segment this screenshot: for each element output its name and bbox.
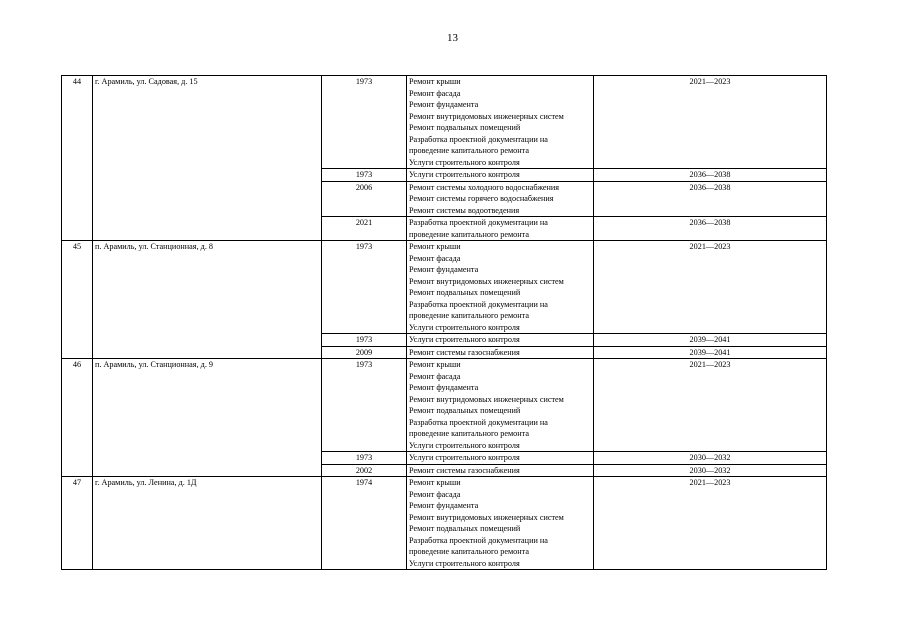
work-item: Ремонт фасада: [409, 371, 461, 381]
work-item: Услуги строительного контроля: [409, 558, 520, 568]
period-cell: 2036—2038: [594, 181, 827, 217]
work-item: Ремонт крыши: [409, 360, 461, 369]
work-item: Ремонт фасада: [409, 489, 461, 499]
year-cell: 1973: [322, 169, 407, 182]
works-cell: [407, 181, 594, 217]
work-item: Ремонт крыши: [409, 77, 461, 86]
repair-schedule-table: [61, 75, 827, 570]
work-item: Ремонт внутридомовых инженерных систем: [409, 111, 564, 121]
period-cell: 2036—2038: [594, 217, 827, 241]
work-item: проведение капитального ремонта: [409, 547, 529, 556]
work-item: Ремонт внутридомовых инженерных систем: [409, 394, 564, 404]
work-item: проведение капитального ремонта: [409, 429, 529, 438]
works-cell: [407, 464, 594, 477]
work-item: Ремонт внутридомовых инженерных систем: [409, 276, 564, 286]
work-item: Разработка проектной документации на: [409, 134, 548, 144]
year-cell: 1973: [322, 76, 407, 169]
year-cell: 1973: [322, 452, 407, 465]
table-row: [62, 76, 827, 169]
period-cell: 2030—2032: [594, 464, 827, 477]
period-cell: 2021—2023: [594, 359, 827, 452]
work-item: Разработка проектной документации на: [409, 417, 548, 427]
works-cell: [407, 334, 594, 347]
year-cell: 2002: [322, 464, 407, 477]
object-number-cell: 47: [62, 477, 93, 570]
period-cell: 2021—2023: [594, 477, 827, 570]
work-item: Ремонт системы газоснабжения: [409, 465, 520, 475]
works-cell: [407, 217, 594, 241]
work-item: Ремонт подвальных помещений: [409, 524, 521, 533]
period-cell: 2021—2023: [594, 76, 827, 169]
work-item: Ремонт фундамента: [409, 501, 479, 510]
year-cell: 1974: [322, 477, 407, 570]
table-row: [62, 477, 827, 570]
work-item: Ремонт подвальных помещений: [409, 288, 521, 297]
period-cell: 2039—2041: [594, 334, 827, 347]
works-cell: [407, 452, 594, 465]
table-row: [62, 241, 827, 334]
work-item: Разработка проектной документации на: [409, 218, 548, 227]
object-number-cell: 44: [62, 76, 93, 241]
period-cell: 2021—2023: [594, 241, 827, 334]
year-cell: 2009: [322, 346, 407, 359]
work-item: Ремонт фундамента: [409, 100, 479, 109]
work-item: Ремонт крыши: [409, 478, 461, 487]
address-cell: п. Арамиль, ул. Станционная, д. 8: [93, 241, 322, 359]
works-cell: [407, 477, 594, 570]
period-cell: 2039—2041: [594, 346, 827, 359]
work-item: Ремонт системы холодного водоснабжения: [409, 182, 560, 192]
work-item: Ремонт системы газоснабжения: [409, 347, 520, 357]
address-cell: г. Арамиль, ул. Садовая, д. 15: [93, 76, 322, 241]
works-cell: [407, 241, 594, 334]
year-cell: 1973: [322, 334, 407, 347]
schedule-body: [62, 76, 827, 570]
work-item: Услуги строительного контроля: [409, 440, 520, 450]
work-item: Услуги строительного контроля: [409, 170, 520, 179]
work-item: проведение капитального ремонта: [409, 229, 529, 239]
work-item: Ремонт крыши: [409, 242, 461, 251]
table-row: [62, 359, 827, 452]
year-cell: 1973: [322, 359, 407, 452]
work-item: Разработка проектной документации на: [409, 299, 548, 309]
work-item: Ремонт подвальных помещений: [409, 123, 521, 132]
work-item: Ремонт системы водоотведения: [409, 205, 520, 215]
work-item: Ремонт фасада: [409, 253, 461, 263]
work-item: Ремонт фундамента: [409, 383, 479, 392]
work-item: Ремонт системы горячего водоснабжения: [409, 194, 554, 203]
object-number-cell: 46: [62, 359, 93, 477]
work-item: Услуги строительного контроля: [409, 335, 520, 344]
work-item: Ремонт внутридомовых инженерных систем: [409, 512, 564, 522]
work-item: Услуги строительного контроля: [409, 322, 520, 332]
works-cell: [407, 359, 594, 452]
work-item: проведение капитального ремонта: [409, 311, 529, 320]
period-cell: 2036—2038: [594, 169, 827, 182]
year-cell: 1973: [322, 241, 407, 334]
year-cell: 2021: [322, 217, 407, 241]
works-cell: [407, 76, 594, 169]
year-cell: 2006: [322, 181, 407, 217]
period-cell: 2030—2032: [594, 452, 827, 465]
address-cell: г. Арамиль, ул. Ленина, д. 1Д: [93, 477, 322, 570]
work-item: Услуги строительного контроля: [409, 157, 520, 167]
object-number-cell: 45: [62, 241, 93, 359]
work-item: Ремонт фасада: [409, 88, 461, 98]
work-item: проведение капитального ремонта: [409, 146, 529, 155]
work-item: Разработка проектной документации на: [409, 535, 548, 545]
address-cell: п. Арамиль, ул. Станционная, д. 9: [93, 359, 322, 477]
works-cell: [407, 169, 594, 182]
work-item: Услуги строительного контроля: [409, 453, 520, 462]
work-item: Ремонт фундамента: [409, 265, 479, 274]
works-cell: [407, 346, 594, 359]
page-number: 13: [447, 32, 458, 44]
work-item: Ремонт подвальных помещений: [409, 406, 521, 415]
